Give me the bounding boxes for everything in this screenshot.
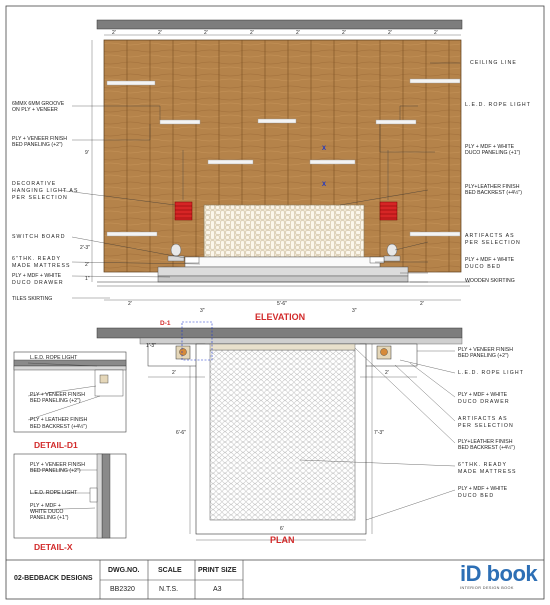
label-mattress-1: 6"THK. READY: [12, 256, 62, 262]
dwg-no-label: DWG.NO.: [108, 567, 140, 574]
label-mattress-2: MADE MATTRESS: [12, 263, 71, 269]
x-marker-2: X: [322, 182, 327, 188]
plan-drawing: [97, 322, 462, 540]
x-marker-1: X: [322, 146, 327, 152]
brand-logo-tagline: INTERIOR DESIGN BOOK: [460, 586, 514, 590]
x-label-led: L.E.D. ROPE LIGHT: [30, 490, 78, 496]
label-artifacts-1: ARTIFACTS AS: [465, 233, 515, 239]
dim-top-7: 2': [388, 30, 392, 36]
label-artifacts-2: PER SELECTION: [465, 240, 521, 246]
label-ply-mdf-duco-1: PLY + MDF + WHITE: [465, 144, 515, 150]
plan-dim-4: 6'-6": [176, 430, 186, 436]
plan-dim-3: 6': [280, 526, 284, 532]
plan-mattress: [210, 350, 355, 520]
x-label-ply-mdf-1: PLY + MDF +: [30, 503, 61, 509]
label-deco-light-2: HANGING LIGHT AS: [12, 188, 79, 194]
dim-top-3: 2': [204, 30, 208, 36]
d1-label-leather-1: PLY + LEATHER FINISH: [30, 417, 88, 423]
label-ply-veneer-1: PLY + VENEER FINISH: [12, 136, 68, 142]
label-duco-drawer-2: DUCO DRAWER: [12, 280, 64, 286]
dim-top-1: 2': [112, 30, 116, 36]
dwg-no-value: BB2320: [110, 586, 135, 593]
x-label-ply-veneer-2: BED PANELING (+2"): [30, 468, 81, 474]
x-label-ply-mdf-2: WHITE DUCO: [30, 509, 64, 515]
plan-label-mattress-2: MADE MATTRESS: [458, 469, 517, 475]
dim-bottom-5: 3": [352, 308, 357, 314]
label-ply-mdf-duco-2: DUCO PANELING (+1"): [465, 150, 521, 156]
d1-label-ply-veneer-2: BED PANELING (+2"): [30, 398, 81, 404]
leather-headboard: [204, 205, 364, 257]
plan-label-leather-1: PLY+LEATHER FINISH: [458, 439, 513, 445]
label-deco-light-1: DECORATIVE: [12, 181, 57, 187]
scale-label: SCALE: [158, 567, 182, 574]
x-label-ply-veneer-1: PLY + VENEER FINISH: [30, 462, 86, 468]
dim-left-4: 1": [85, 276, 90, 282]
label-led-elev: L.E.D. ROPE LIGHT: [465, 102, 531, 108]
label-deco-light-3: PER SELECTION: [12, 195, 68, 201]
plan-label-led: L.E.D. ROPE LIGHT: [458, 370, 524, 376]
label-duco-bed-1: PLY + MDF + WHITE: [465, 257, 515, 263]
plan-dim-6: 1'-3": [146, 343, 156, 349]
d1-label-leather-2: BED BACKREST (+4½"): [30, 424, 87, 430]
dim-top-4: 2': [250, 30, 254, 36]
dim-top-5: 2': [296, 30, 300, 36]
plan-dim-1: 2': [172, 370, 176, 376]
plan-label-mattress-1: 6"THK. READY: [458, 462, 508, 468]
dim-bottom-2: 5'-6": [277, 301, 287, 307]
plan-label-duco-bed-1: PLY + MDF + WHITE: [458, 486, 508, 492]
label-ply-veneer-2: BED PANELING (+2"): [12, 142, 63, 148]
plan-label-artifacts-2: PER SELECTION: [458, 423, 514, 429]
dim-left-2: 2'-3": [80, 245, 90, 251]
plan-label-duco-bed-2: DUCO BED: [458, 493, 495, 499]
elevation-title: ELEVATION: [255, 312, 306, 322]
dim-bottom-4: 3": [200, 308, 205, 314]
d1-label-ply-veneer-1: PLY + VENEER FINISH: [30, 392, 86, 398]
dim-bottom-3: 2': [420, 301, 424, 307]
plan-label-duco-drawer-2: DUCO DRAWER: [458, 399, 510, 405]
label-ceiling-line: CEILING LINE: [470, 60, 517, 66]
print-size-label: PRINT SIZE: [198, 567, 237, 574]
print-size-value: A3: [213, 586, 222, 593]
plan-label-ply-veneer-1: PLY + VENEER FINISH: [458, 347, 514, 353]
elevation-drawing: [58, 20, 470, 300]
dim-top-6: 2': [342, 30, 346, 36]
scale-value: N.T.S.: [159, 586, 179, 593]
detail-x-title: DETAIL-X: [34, 542, 73, 552]
label-groove-1: 6MMX 6MM GROOVE: [12, 101, 65, 107]
switch-board-left: [185, 257, 199, 263]
detail-d1-title: DETAIL-D1: [34, 440, 78, 450]
dim-top-8: 2': [434, 30, 438, 36]
label-leather-1: PLY+LEATHER FINISH: [465, 184, 520, 190]
label-duco-drawer-1: PLY + MDF + WHITE: [12, 273, 62, 279]
label-tiles-skirting: TILES SKIRTING: [12, 296, 53, 302]
label-wooden-skirting: WOODEN SKIRTING: [465, 278, 515, 284]
plan-title: PLAN: [270, 535, 295, 545]
brand-logo-text: iD book: [460, 561, 538, 586]
plan-label-artifacts-1: ARTIFACTS AS: [458, 416, 508, 422]
label-duco-bed-2: DUCO BED: [465, 264, 502, 270]
dim-bottom-1: 2': [128, 301, 132, 307]
dim-left-3: 2': [85, 262, 89, 268]
x-label-ply-mdf-3: PANELING (+1"): [30, 515, 69, 521]
d1-label-led: L.E.D. ROPE LIGHT: [30, 355, 78, 361]
plan-label-leather-2: BED BACKREST (+4½"): [458, 445, 515, 451]
dim-top-2: 2': [158, 30, 162, 36]
label-leather-2: BED BACKREST (+4½"): [465, 190, 522, 196]
label-switch-board: SWITCH BOARD: [12, 234, 66, 240]
brand-logo: [460, 562, 540, 596]
plan-section-tag: D-1: [160, 320, 171, 327]
label-groove-2: ON PLY + VENEER: [12, 107, 58, 113]
dim-left-1: 9': [85, 150, 89, 156]
plan-label-ply-veneer-2: BED PANELING (+2"): [458, 353, 509, 359]
bed-mattress: [185, 257, 380, 267]
plan-dim-2: 2': [385, 370, 389, 376]
project-name: 02-BEDBACK DESIGNS: [14, 575, 93, 582]
plan-label-duco-drawer-1: PLY + MDF + WHITE: [458, 392, 508, 398]
plan-dim-5: 7'-3": [374, 430, 384, 436]
